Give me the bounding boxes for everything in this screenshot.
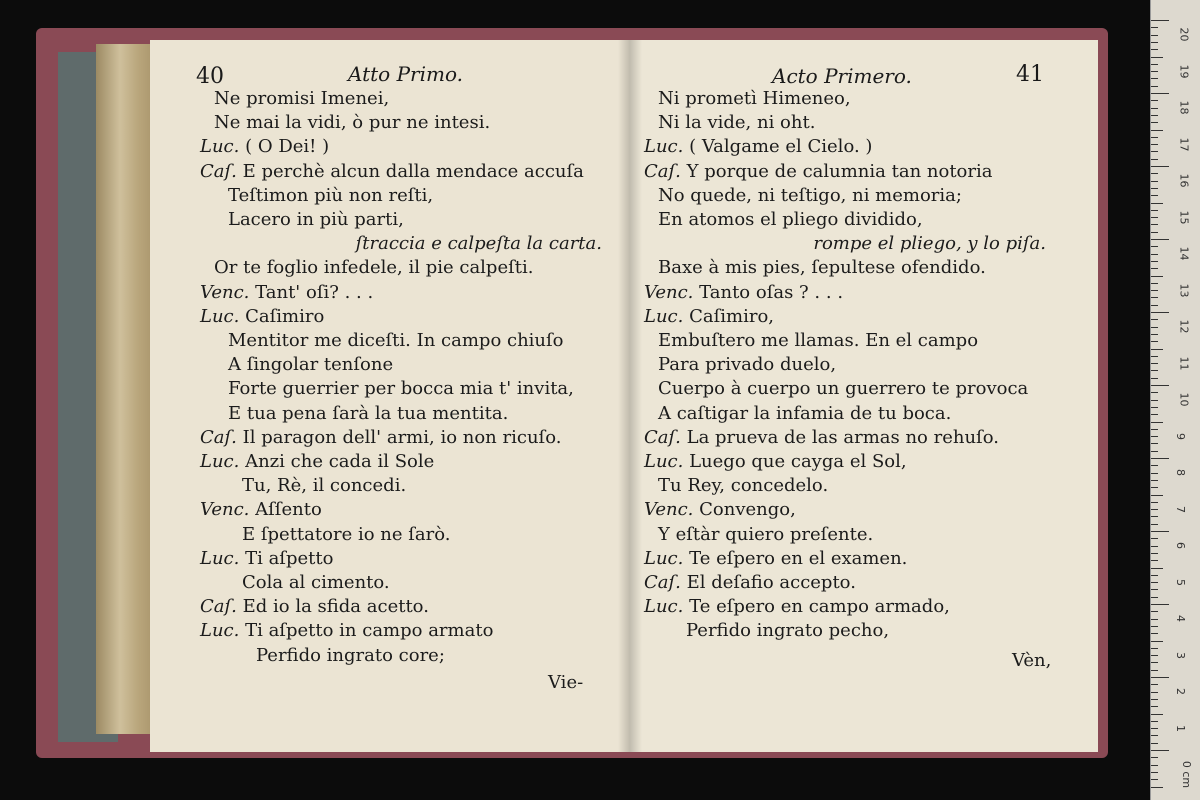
- ruler-tick: [1151, 356, 1158, 357]
- ruler-tick: [1151, 290, 1158, 291]
- ruler-tick: [1151, 42, 1158, 43]
- verse-text: Ti aſpetto: [245, 547, 334, 569]
- text-line: [658, 330, 978, 352]
- stage-direction: rompe el pliego, y lo piſa.: [813, 233, 1046, 255]
- ruler-tick: [1151, 297, 1158, 298]
- ruler-tick: [1151, 86, 1158, 87]
- text-line: [256, 645, 445, 667]
- ruler-tick: [1151, 27, 1158, 28]
- ruler-tick: [1151, 633, 1158, 634]
- ruler-tick: [1151, 341, 1158, 342]
- text-line: [658, 257, 986, 279]
- ruler-tick: [1151, 268, 1158, 269]
- ruler-tick: [1151, 130, 1163, 131]
- verse-text: En atomos el pliego dividido,: [658, 209, 923, 230]
- ruler-tick: [1151, 173, 1158, 174]
- text-line: [658, 475, 828, 497]
- speaker-label: Luc.: [200, 547, 240, 569]
- verse-text: Ni prometì Himeneo,: [658, 88, 851, 109]
- verse-text: Tu, Rè, il concedi.: [242, 475, 407, 497]
- ruler-label: 2: [1174, 688, 1187, 695]
- ruler-tick: [1151, 378, 1158, 379]
- ruler-tick: [1151, 400, 1158, 401]
- speaker-label: Caſ.: [200, 160, 237, 182]
- verse-text: A ſingolar tenſone: [228, 354, 394, 376]
- ruler-tick: [1151, 546, 1158, 547]
- verse-text: Tu Rey, concedelo.: [658, 475, 829, 497]
- ruler-tick: [1151, 772, 1158, 773]
- ruler-tick: [1151, 619, 1158, 620]
- ruler-tick: [1151, 224, 1158, 225]
- ruler-label: 11: [1177, 356, 1191, 370]
- ruler-tick: [1151, 531, 1169, 532]
- ruler-tick: [1151, 436, 1158, 437]
- speaker-label: Caſ.: [200, 596, 237, 618]
- ruler-tick: [1151, 319, 1158, 320]
- text-line: [644, 161, 992, 183]
- ruler-tick: [1151, 487, 1158, 488]
- text-line: [200, 548, 333, 570]
- right-catchword: Vèn,: [1012, 650, 1052, 671]
- speaker-label: Caſ.: [644, 572, 681, 593]
- verse-text: A caſtigar la infamia de tu boca.: [658, 402, 952, 424]
- speaker-label: Venc.: [200, 499, 250, 521]
- text-line: [644, 427, 999, 449]
- ruler-tick: [1151, 575, 1158, 576]
- text-line: [228, 403, 508, 425]
- ruler-tick: [1151, 93, 1169, 94]
- text-line: [214, 257, 533, 279]
- verse-text: Ed io la sfida acetto.: [242, 596, 429, 618]
- verse-text: El deſafio accepto.: [686, 572, 856, 593]
- ruler-tick: [1151, 677, 1169, 678]
- verse-text: Ni la vide, ni oht.: [658, 112, 816, 134]
- verse-text: Caſimiro,: [689, 305, 775, 327]
- ruler-tick: [1151, 246, 1158, 247]
- ruler-tick: [1151, 524, 1158, 525]
- ruler-tick: [1151, 662, 1158, 663]
- verse-text: No quede, ni teſtigo, ni memoria;: [658, 184, 962, 206]
- ruler-tick: [1151, 429, 1158, 430]
- verse-text: Tanto oſas ? . . .: [699, 281, 844, 303]
- text-line: [658, 378, 1028, 400]
- text-line: [658, 403, 951, 425]
- ruler-tick: [1151, 692, 1158, 693]
- ruler-tick: [1151, 670, 1158, 671]
- verse-text: Ne promisi Imenei,: [214, 88, 390, 109]
- ruler-label: 5: [1174, 578, 1187, 586]
- ruler-tick: [1151, 626, 1158, 627]
- ruler-tick: [1151, 735, 1158, 736]
- text-line: [644, 572, 856, 594]
- ruler-tick: [1151, 35, 1158, 36]
- verse-text: Embuſtero me llamas. En el campo: [658, 330, 979, 351]
- speaker-label: Luc.: [644, 547, 684, 569]
- ruler-label: 10: [1177, 392, 1191, 407]
- ruler-label: 9: [1174, 432, 1187, 440]
- ruler-label: 20: [1177, 27, 1191, 42]
- ruler-tick: [1151, 122, 1158, 123]
- ruler-tick: [1151, 604, 1169, 605]
- ruler-tick: [1151, 458, 1169, 459]
- verse-text: ( O Dei! ): [245, 136, 330, 158]
- speaker-label: Luc.: [200, 136, 240, 158]
- verse-text: Il paragon dell' armi, io non ricuſo.: [242, 426, 562, 448]
- ruler-label: 18: [1177, 100, 1191, 115]
- verse-text: Para privado duelo,: [658, 354, 837, 376]
- verse-text: E perchè alcun dalla mendace accuſa: [242, 160, 584, 182]
- ruler-tick: [1151, 589, 1158, 590]
- ruler-tick: [1151, 611, 1158, 612]
- text-line: [200, 620, 493, 642]
- ruler-tick: [1151, 714, 1163, 715]
- ruler-tick: [1151, 451, 1158, 452]
- ruler-tick: [1151, 327, 1158, 328]
- left-running-head: Atto Primo.: [348, 62, 463, 86]
- ruler-tick: [1151, 305, 1158, 306]
- speaker-label: Luc.: [644, 305, 684, 327]
- ruler-tick: [1151, 100, 1158, 101]
- verse-text: Or te foglio infedele, il pie calpeſti.: [214, 257, 534, 279]
- right-running-head: Acto Primero.: [772, 64, 912, 88]
- ruler-tick: [1151, 108, 1158, 109]
- text-line: [200, 451, 434, 473]
- verse-text: Cola al cimento.: [242, 572, 390, 593]
- ruler-tick: [1151, 655, 1158, 656]
- ruler-tick: [1151, 312, 1169, 313]
- ruler-tick: [1151, 232, 1158, 233]
- text-line: [228, 378, 574, 400]
- ruler-tick: [1151, 582, 1158, 583]
- speaker-label: Luc.: [200, 620, 240, 642]
- ruler-tick: [1151, 151, 1158, 152]
- ruler-tick: [1151, 509, 1158, 510]
- ruler-tick: [1151, 49, 1158, 50]
- text-line: [214, 112, 490, 134]
- text-line: [644, 499, 796, 521]
- ruler-tick: [1151, 699, 1158, 700]
- text-line: [644, 306, 774, 328]
- text-line: [658, 354, 836, 376]
- ruler-tick: [1151, 538, 1158, 539]
- text-line: [658, 112, 815, 134]
- verse-text: Ne mai la vidi, ò pur ne intesi.: [214, 112, 491, 134]
- ruler-tick: [1151, 392, 1158, 393]
- ruler-tick: [1151, 115, 1158, 116]
- ruler-unit: 0 cm: [1180, 760, 1194, 789]
- verse-text: Lacero in più parti,: [228, 209, 404, 230]
- text-line: [242, 475, 406, 497]
- ruler-label: 13: [1177, 283, 1191, 297]
- speaker-label: Luc.: [200, 451, 240, 472]
- ruler-label: 15: [1177, 210, 1191, 224]
- text-line: [813, 233, 1046, 255]
- ruler-tick: [1151, 473, 1158, 474]
- verse-text: Convengo,: [699, 499, 796, 521]
- speaker-label: Venc.: [200, 281, 250, 303]
- ruler-tick: [1151, 516, 1158, 517]
- page-stack: [96, 44, 156, 734]
- ruler-tick: [1151, 648, 1158, 649]
- measurement-ruler: [1150, 0, 1200, 800]
- ruler-tick: [1151, 728, 1158, 729]
- left-page-number: 40: [196, 64, 224, 89]
- ruler-label: 14: [1177, 246, 1191, 261]
- verse-text: Cuerpo à cuerpo un guerrero te provoca: [658, 378, 1029, 400]
- ruler-tick: [1151, 261, 1158, 262]
- ruler-label: 8: [1174, 469, 1187, 476]
- ruler-tick: [1151, 743, 1158, 744]
- verse-text: Y porque de calumnia tan notoria: [686, 160, 993, 182]
- right-page-number: 41: [1016, 62, 1044, 87]
- ruler-tick: [1151, 641, 1163, 642]
- ruler-label: 7: [1174, 505, 1187, 513]
- ruler-tick: [1151, 363, 1158, 364]
- ruler-tick: [1151, 78, 1158, 79]
- ruler-tick: [1151, 181, 1158, 182]
- ruler-tick: [1151, 787, 1163, 788]
- speaker-label: Luc.: [644, 451, 684, 472]
- ruler-tick: [1151, 750, 1169, 751]
- text-line: [658, 185, 962, 207]
- ruler-tick: [1151, 443, 1158, 444]
- ruler-tick: [1151, 64, 1158, 65]
- text-line: [200, 136, 329, 158]
- text-line: [200, 161, 584, 183]
- stage-direction: ſtraccia e calpeſta la carta.: [355, 233, 602, 255]
- text-line: [228, 185, 433, 207]
- verse-text: Aſſento: [255, 499, 322, 521]
- ruler-label: 1: [1174, 724, 1187, 732]
- text-line: [658, 88, 851, 110]
- text-line: [242, 524, 450, 546]
- ruler-label: 16: [1177, 173, 1191, 188]
- ruler-label: 19: [1177, 64, 1191, 78]
- verse-text: Te eſpero en campo armado,: [689, 596, 950, 618]
- ruler-tick: [1151, 414, 1158, 415]
- verse-text: Anzi che cada il Sole: [245, 451, 435, 472]
- text-line: [644, 136, 872, 158]
- text-line: [228, 209, 404, 231]
- verse-text: Perfido ingrato pecho,: [686, 620, 890, 642]
- ruler-tick: [1151, 276, 1163, 277]
- text-line: [242, 572, 390, 594]
- text-line: [200, 282, 373, 304]
- text-line: [200, 306, 324, 328]
- speaker-label: Caſ.: [644, 160, 681, 182]
- speaker-label: Luc.: [644, 596, 684, 618]
- ruler-tick: [1151, 239, 1169, 240]
- ruler-label: 4: [1174, 615, 1187, 622]
- ruler-tick: [1151, 20, 1169, 21]
- verse-text: Teſtimon più non reſti,: [228, 184, 434, 206]
- verse-text: E ſpettatore io ne ſarò.: [242, 523, 451, 545]
- verse-text: Luego que cayga el Sol,: [689, 451, 907, 472]
- ruler-tick: [1151, 71, 1158, 72]
- text-line: [686, 620, 889, 642]
- ruler-tick: [1151, 480, 1158, 481]
- text-line: [644, 548, 907, 570]
- ruler-tick: [1151, 597, 1158, 598]
- verse-text: Ti aſpetto in campo armato: [245, 620, 494, 642]
- text-line: [644, 596, 950, 618]
- text-line: [658, 524, 873, 546]
- ruler-tick: [1151, 349, 1163, 350]
- ruler-label: 12: [1177, 319, 1191, 334]
- text-line: [200, 427, 561, 449]
- ruler-tick: [1151, 495, 1163, 496]
- ruler-tick: [1151, 57, 1163, 58]
- speaker-label: Caſ.: [200, 426, 237, 448]
- book-gutter: [618, 40, 642, 752]
- ruler-tick: [1151, 560, 1158, 561]
- ruler-tick: [1151, 385, 1169, 386]
- ruler-tick: [1151, 254, 1158, 255]
- speaker-label: Caſ.: [644, 426, 681, 448]
- ruler-tick: [1151, 407, 1158, 408]
- verse-text: Mentitor me diceſti. In campo chiuſo: [228, 330, 564, 351]
- ruler-tick: [1151, 370, 1158, 371]
- verse-text: Tant' oſi? . . .: [255, 281, 374, 303]
- text-line: [658, 209, 923, 231]
- verse-text: Caſimiro: [245, 305, 325, 327]
- ruler-tick: [1151, 217, 1158, 218]
- ruler-label: 17: [1177, 137, 1191, 151]
- verse-text: Perfido ingrato core;: [256, 644, 445, 666]
- ruler-tick: [1151, 203, 1163, 204]
- ruler-tick: [1151, 137, 1158, 138]
- ruler-tick: [1151, 210, 1158, 211]
- ruler-tick: [1151, 757, 1158, 758]
- text-line: [200, 596, 429, 618]
- ruler-tick: [1151, 706, 1158, 707]
- ruler-tick: [1151, 779, 1158, 780]
- speaker-label: Luc.: [644, 136, 684, 158]
- verse-text: Y eſtàr quiero preſente.: [658, 523, 874, 545]
- ruler-tick: [1151, 553, 1158, 554]
- ruler-tick: [1151, 188, 1158, 189]
- ruler-tick: [1151, 422, 1163, 423]
- text-line: [644, 282, 843, 304]
- speaker-label: Venc.: [644, 499, 694, 521]
- ruler-tick: [1151, 765, 1158, 766]
- verse-text: Te eſpero en el examen.: [689, 547, 908, 569]
- ruler-label: 6: [1174, 542, 1187, 549]
- ruler-tick: [1151, 283, 1158, 284]
- ruler-tick: [1151, 465, 1158, 466]
- text-line: [356, 233, 602, 255]
- left-catchword: Vie-: [548, 672, 584, 693]
- ruler-tick: [1151, 568, 1163, 569]
- verse-text: ( Valgame el Cielo. ): [689, 136, 873, 158]
- ruler-tick: [1151, 502, 1158, 503]
- text-line: [200, 499, 322, 521]
- ruler-label: 3: [1174, 651, 1187, 659]
- verse-text: E tua pena ſarà la tua mentita.: [228, 402, 509, 424]
- ruler-tick: [1151, 684, 1158, 685]
- verse-text: Baxe à mis pies, ſepultese ofendido.: [658, 257, 986, 279]
- speaker-label: Luc.: [200, 305, 240, 327]
- text-line: [228, 354, 393, 376]
- speaker-label: Venc.: [644, 281, 694, 303]
- text-line: [214, 88, 389, 110]
- ruler-tick: [1151, 144, 1158, 145]
- verse-text: Forte guerrier per bocca mia t' invita,: [228, 378, 574, 400]
- ruler-tick: [1151, 166, 1169, 167]
- ruler-tick: [1151, 195, 1158, 196]
- text-line: [644, 451, 907, 473]
- ruler-tick: [1151, 334, 1158, 335]
- ruler-tick: [1151, 159, 1158, 160]
- text-line: [228, 330, 564, 352]
- ruler-tick: [1151, 721, 1158, 722]
- verse-text: La prueva de las armas no rehuſo.: [686, 426, 999, 448]
